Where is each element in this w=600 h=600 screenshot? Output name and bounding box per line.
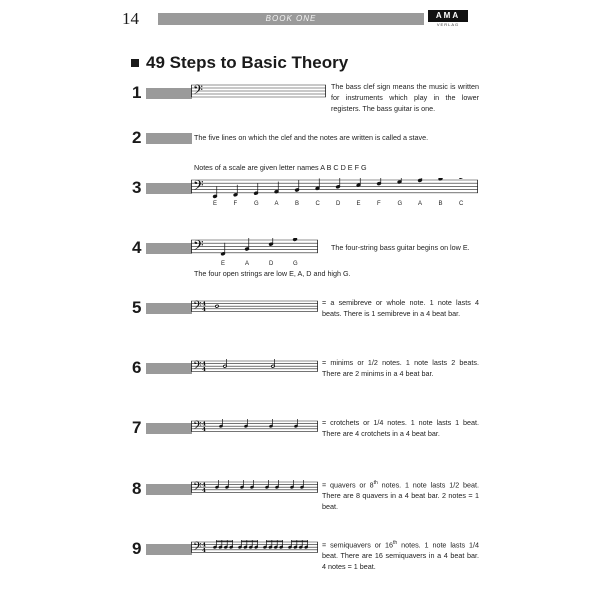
bass-clef-icon: 𝄢: [193, 178, 204, 197]
step-number-3: 3: [132, 178, 142, 197]
note-letter: D: [336, 201, 341, 207]
note-letter: C: [459, 201, 464, 207]
bass-clef-icon: 𝄢: [193, 540, 202, 554]
step-text-9: [322, 538, 479, 572]
stave: [191, 480, 319, 494]
bass-clef-icon: 𝄢: [193, 359, 202, 373]
bass-clef-icon: 𝄢: [193, 84, 204, 98]
step-text-4: The four-string bass guitar begins on low E.: [331, 243, 470, 252]
bass-clef-icon: 𝄢: [193, 299, 202, 313]
note-letter: G: [397, 201, 403, 207]
step-text-2: The five lines on which the clef and the notes are written is called a stave.: [194, 133, 429, 142]
step-text-8: [322, 478, 479, 512]
staff-step-4: [191, 238, 319, 268]
staff-step-6: [191, 359, 319, 373]
step-intro-3: Notes of a scale are given letter names A B C D E F G: [194, 163, 367, 172]
step-number-8: 8: [132, 479, 142, 498]
step-text-9a: = semiquavers or 16: [322, 540, 394, 550]
step-number-2: 2: [132, 128, 142, 147]
note-letter: A: [418, 201, 423, 207]
step-number-5: 5: [132, 298, 142, 317]
stave: [191, 359, 319, 373]
step-text-6: = minims or 1/2 notes. 1 note lasts 2 beats. There are 2 minims in a 4 beat bar.: [322, 358, 479, 378]
time-signature-digit: 4: [202, 482, 206, 489]
step-text-7: = crotchets or 1/4 notes. 1 note lasts 1 beat. There are 4 crotchets in a 4 beat bar.: [322, 418, 479, 438]
bass-clef-icon: 𝄢: [193, 419, 202, 433]
step-bar-6: [146, 363, 192, 374]
bass-clef-icon: 𝄢: [193, 238, 204, 257]
step-number-6: 6: [132, 358, 142, 377]
note-letter: E: [213, 201, 218, 207]
publisher-logo: [428, 10, 468, 28]
note-letter: F: [233, 201, 238, 207]
stave: [191, 419, 319, 433]
staff-step-7: [191, 419, 319, 433]
stave: [191, 540, 319, 554]
step-number-9: 9: [132, 539, 142, 558]
time-signature-digit: 4: [202, 421, 206, 428]
stave: [191, 84, 327, 98]
step-after-4: The four open strings are low E, A, D and high G.: [194, 269, 351, 278]
staff-step-5: [191, 299, 319, 313]
note-letter: D: [269, 261, 274, 267]
note-letter: B: [438, 201, 443, 207]
step-text-9b: notes. 1 note lasts 1/4 beat. There are 16 semiquavers in a 4 beat bar. 4 notes = 1 beat.: [322, 540, 479, 572]
step-text-8b: notes. 1 note lasts 1/2 beat. There are 8 quavers in a 4 beat bar. 2 notes = 1 beat.: [322, 480, 479, 512]
step-text-8a: = quavers or 8: [322, 480, 374, 490]
time-signature-digit: 4: [202, 547, 206, 554]
time-signature-digit: 4: [202, 426, 206, 433]
stave: [191, 178, 479, 208]
note-letter: G: [254, 201, 259, 207]
header-bar: [158, 13, 424, 25]
time-signature-digit: 4: [202, 301, 206, 308]
step-bar-1: [146, 88, 192, 99]
time-signature-digit: 4: [202, 542, 206, 549]
staff-step-1: [191, 84, 327, 98]
stave: [191, 238, 319, 268]
note-letter: E: [356, 201, 361, 207]
time-signature-digit: 4: [202, 306, 206, 313]
step-text-5: = a semibreve or whole note. 1 note lasts 4 beats. There is 1 semibreve in a 4 beat bar.: [322, 298, 479, 318]
note-letter: C: [315, 201, 320, 207]
scale-note: [459, 178, 464, 179]
step-number-1: 1: [132, 83, 142, 102]
page-title-text: 49 Steps to Basic Theory: [146, 53, 349, 72]
note-letter: A: [274, 201, 279, 207]
time-signature-digit: 4: [202, 361, 206, 368]
logo-sub: VERLAG: [436, 22, 460, 27]
bass-clef-icon: 𝄢: [193, 480, 202, 494]
step-text-1: The bass clef sign means the music is written for instruments which play in the lower registers. The bass guitar is one.: [331, 82, 479, 113]
time-signature-digit: 4: [202, 366, 206, 373]
note-letter: E: [221, 261, 226, 267]
step-text-9-sup: th: [393, 540, 398, 546]
step-bar-4: [146, 243, 192, 254]
step-number-7: 7: [132, 418, 142, 437]
title-bullet-icon: [131, 59, 139, 67]
step-text-8-sup: th: [373, 480, 378, 486]
page-number: 14: [122, 9, 139, 28]
step-bar-2: [146, 133, 192, 144]
page-title: [131, 53, 348, 73]
staff-step-9: [191, 540, 319, 554]
step-number-4: 4: [132, 238, 142, 257]
stave: [191, 299, 319, 313]
staff-step-3: [191, 178, 479, 208]
semibreve-note: [215, 305, 219, 308]
book-label: BOOK ONE: [265, 14, 317, 23]
note-letter: A: [245, 261, 250, 267]
step-bar-5: [146, 303, 192, 314]
step-bar-9: [146, 544, 192, 555]
time-signature-digit: 4: [202, 487, 206, 494]
step-bar-7: [146, 423, 192, 434]
step-bar-8: [146, 484, 192, 495]
note-letter: F: [377, 201, 381, 207]
note-letter: B: [295, 201, 300, 207]
note-letter: G: [293, 261, 298, 267]
staff-step-8: [191, 480, 319, 494]
step-bar-3: [146, 183, 192, 194]
logo-mark: AMA: [428, 10, 468, 22]
